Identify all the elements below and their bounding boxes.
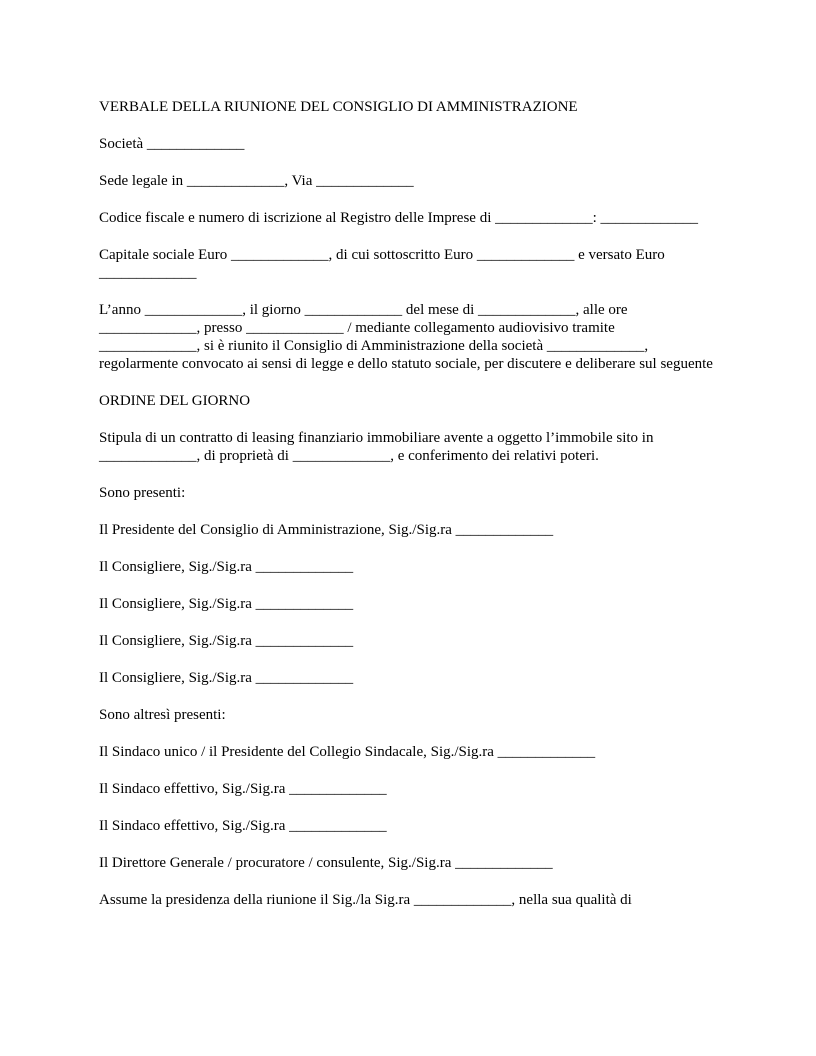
paragraph-capitale-sociale: Capitale sociale Euro _____________, di cui sottoscritto Euro _____________ e versato Euro _____________ <box>99 247 665 281</box>
paragraph-presidente: Il Presidente del Consiglio di Amministrazione, Sig./Sig.ra _____________ <box>99 522 554 538</box>
paragraph-codice-fiscale: Codice fiscale e numero di iscrizione al Registro delle Imprese di _____________: _____________ <box>99 210 699 226</box>
paragraph-sindaco-effettivo-2: Il Sindaco effettivo, Sig./Sig.ra _____________ <box>99 818 387 834</box>
paragraph-consigliere-4: Il Consigliere, Sig./Sig.ra _____________ <box>99 670 354 686</box>
paragraph-presidenza: Assume la presidenza della riunione il Sig./la Sig.ra _____________, nella sua qualità di <box>99 892 632 908</box>
paragraph-sede-legale: Sede legale in _____________, Via _____________ <box>99 173 414 189</box>
document-page <box>99 98 719 928</box>
paragraph-direttore-generale: Il Direttore Generale / procuratore / consulente, Sig./Sig.ra _____________ <box>99 855 553 871</box>
paragraph-sono-presenti: Sono presenti: <box>99 485 186 501</box>
paragraph-sindaco-unico: Il Sindaco unico / il Presidente del Collegio Sindacale, Sig./Sig.ra _____________ <box>99 744 596 760</box>
paragraph-consigliere-3: Il Consigliere, Sig./Sig.ra _____________ <box>99 633 354 649</box>
paragraph-societa: Società _____________ <box>99 136 245 152</box>
paragraph-convocazione: L’anno _____________, il giorno _____________ del mese di _____________, alle ore _____________, presso _____________ / mediante collegamento audiovisivo tramite _____________, si è riunito il Consiglio di Amministrazione della società _____________, regolarmente convocato ai sensi di legge e dello statuto sociale, per discutere e deliberare sul seguente <box>99 302 713 372</box>
paragraph-oggetto: Stipula di un contratto di leasing finanziario immobiliare avente a oggetto l’immobile sito in _____________, di proprietà di _____________, e conferimento dei relativi poteri. <box>99 430 654 464</box>
paragraph-consigliere-1: Il Consigliere, Sig./Sig.ra _____________ <box>99 559 354 575</box>
section-heading-ordine-del-giorno: ORDINE DEL GIORNO <box>99 393 251 409</box>
paragraph-consigliere-2: Il Consigliere, Sig./Sig.ra _____________ <box>99 596 354 612</box>
paragraph-sindaco-effettivo-1: Il Sindaco effettivo, Sig./Sig.ra _____________ <box>99 781 387 797</box>
paragraph-altresi-presenti: Sono altresì presenti: <box>99 707 226 723</box>
document-title: VERBALE DELLA RIUNIONE DEL CONSIGLIO DI AMMINISTRAZIONE <box>99 99 578 115</box>
